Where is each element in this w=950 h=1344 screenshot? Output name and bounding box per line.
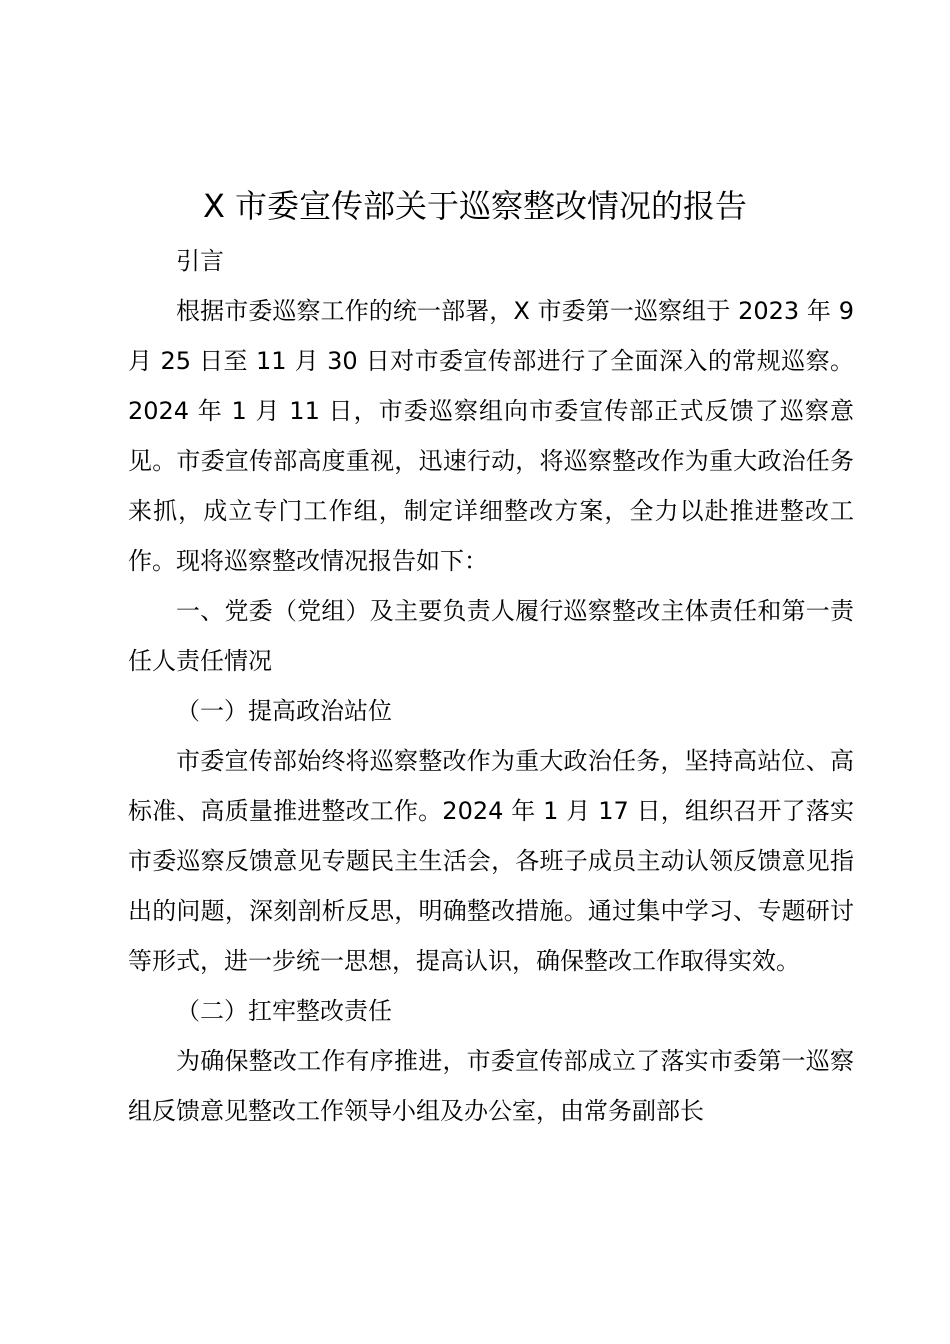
section-heading-intro: 引言 — [176, 247, 224, 275]
subsection-heading-1-1: （一）提高政治站位 — [176, 697, 392, 725]
intro-paragraph: 根据市委巡察工作的统一部署，X 市委第一巡察组于 2023 年 9 月 25 日至 11 月 30 日对市委宣传部进行了全面深入的常规巡察。2024 年 1 月 11 日，市委巡察组向市委宣传部正式反馈了巡察意见。市委宣传部高度重视，迅速行动，将巡察整改作为重大政治任务来抓，成立专门工作组，制定详细整改方案，全力以赴推进整改工作。现将巡察整改情况报告如下： — [128, 297, 854, 575]
section-heading-1: 一、党委（党组）及主要负责人履行巡察整改主体责任和第一责任人责任情况 — [128, 597, 854, 675]
subsection-heading-1-2: （二）扛牢整改责任 — [176, 997, 392, 1025]
paragraph-1-1: 市委宣传部始终将巡察整改作为重大政治任务，坚持高站位、高标准、高质量推进整改工作。2024 年 1 月 17 日，组织召开了落实市委巡察反馈意见专题民主生活会，各班子成员主动认领反馈意见指出的问题，深刻剖析反思，明确整改措施。通过集中学习、专题研讨等形式，进一步统一思想，提高认识，确保整改工作取得实效。 — [128, 747, 854, 975]
document-body — [128, 236, 854, 1136]
document-title: X 市委宣传部关于巡察整改情况的报告 — [202, 187, 748, 225]
paragraph-1-2: 为确保整改工作有序推进，市委宣传部成立了落实市委第一巡察组反馈意见整改工作领导小组及办公室，由常务副部长 — [128, 1047, 854, 1125]
